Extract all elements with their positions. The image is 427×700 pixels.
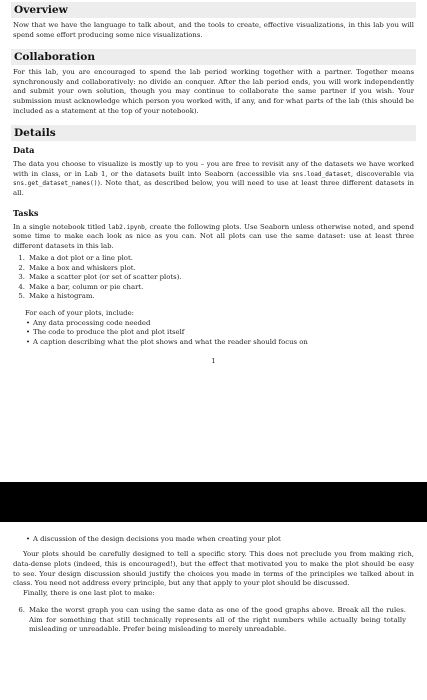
tasks-text-2: , create the following plots. Use Seaborn unless otherwise noted, and spend some time to make each look as nice as you can. Not all plots can use the same dataset: use at least three different datasets in this lab. bbox=[13, 222, 414, 250]
design-paragraph: Your plots should be carefully designed to tell a specific story. This does not preclude you from making rich, data-dense plots (indeed, this is encouraged!), but the effect that motivated you to make the plot should be easy to see. Your design discussion should justify the choices you made in terms of the principles we talked about in class. You need not address every principle, but any that apply to your plot should be discussed. bbox=[13, 550, 414, 588]
include-item: • A discussion of the design decisions you made when creating your plot bbox=[23, 535, 416, 544]
overview-heading: Overview bbox=[11, 2, 416, 18]
details-heading: Details bbox=[11, 125, 416, 141]
bullet-icon: • bbox=[25, 318, 31, 327]
page-separator bbox=[0, 482, 427, 522]
discussion-list bbox=[23, 535, 416, 544]
bullet-icon: • bbox=[25, 337, 31, 346]
overview-paragraph: Now that we have the language to talk about, and the tools to create, effective visualizations, in this lab you will spend some effort producing some nice visualizations. bbox=[13, 21, 414, 39]
task-item: 4. Make a bar, column or pie chart. bbox=[18, 282, 144, 291]
task-item: 3. Make a scatter plot (or set of scatter plots). bbox=[18, 273, 182, 282]
include-item: • Any data processing code needed bbox=[23, 319, 416, 328]
data-text-3: ). Note that, as described below, you will need to use at least three different datasets in all. bbox=[13, 179, 414, 197]
data-paragraph bbox=[11, 160, 416, 198]
data-text-2: , discoverable via bbox=[350, 169, 415, 178]
page-1-content bbox=[11, 0, 416, 365]
data-subheading: Data bbox=[13, 145, 35, 156]
tasks-paragraph bbox=[11, 223, 416, 252]
task-list bbox=[11, 254, 416, 301]
notebook-name-code: lab2.ipynb bbox=[108, 223, 145, 231]
bullet-icon: • bbox=[25, 535, 31, 543]
get-dataset-names-code: sns.get_dataset_names() bbox=[13, 180, 98, 188]
finally-paragraph: Finally, there is one last plot to make: bbox=[23, 588, 155, 597]
collaboration-heading: Collaboration bbox=[11, 49, 416, 65]
task-item: 5. Make a histogram. bbox=[18, 291, 95, 300]
page-2-content bbox=[11, 522, 416, 635]
document-page-2 bbox=[0, 522, 427, 700]
task-item: 1. Make a dot plot or a line plot. bbox=[18, 254, 133, 263]
worst-graph-list bbox=[11, 606, 416, 634]
bullet-icon: • bbox=[25, 328, 31, 337]
page-number: 1 bbox=[211, 357, 216, 366]
include-lead: For each of your plots, include: bbox=[25, 309, 134, 318]
task-item: 2. Make a box and whiskers plot. bbox=[18, 263, 136, 272]
collaboration-paragraph: For this lab, you are encouraged to spend the lab period working together with a partner. Together means synchronously and collaboratively: no divide an conquer. After the lab period ends, you will work independently and submit your own solution, though you may continue to collaborate the same partner if you wish. Your submission must acknowledge which person you worked with, if any, and for what parts of the lab (this should be included as a statement at the top of your notebook). bbox=[13, 68, 414, 115]
data-text-1: The data you choose to visualize is mostly up to you – you are free to revisit any of the datasets we have worked with in class, or in Lab 1, or the datasets built into Seaborn (accessible via bbox=[13, 160, 414, 178]
include-item: • The code to produce the plot and plot itself bbox=[23, 328, 416, 337]
tasks-text-1: In a single notebook titled bbox=[13, 222, 109, 231]
include-list bbox=[23, 319, 416, 347]
task-item: 6. Make the worst graph you can using the same data as one of the good graphs above. Break all the rules. Aim for something that still technically represents all of the right numbers while actually being totally misleading or unreadable. Prefer being misleading to merely unreadable. bbox=[18, 606, 406, 634]
include-item: • A caption describing what the plot shows and what the reader should focus on bbox=[23, 338, 416, 347]
load-dataset-code: sns.load_dataset bbox=[292, 170, 351, 178]
tasks-subheading: Tasks bbox=[13, 207, 39, 218]
